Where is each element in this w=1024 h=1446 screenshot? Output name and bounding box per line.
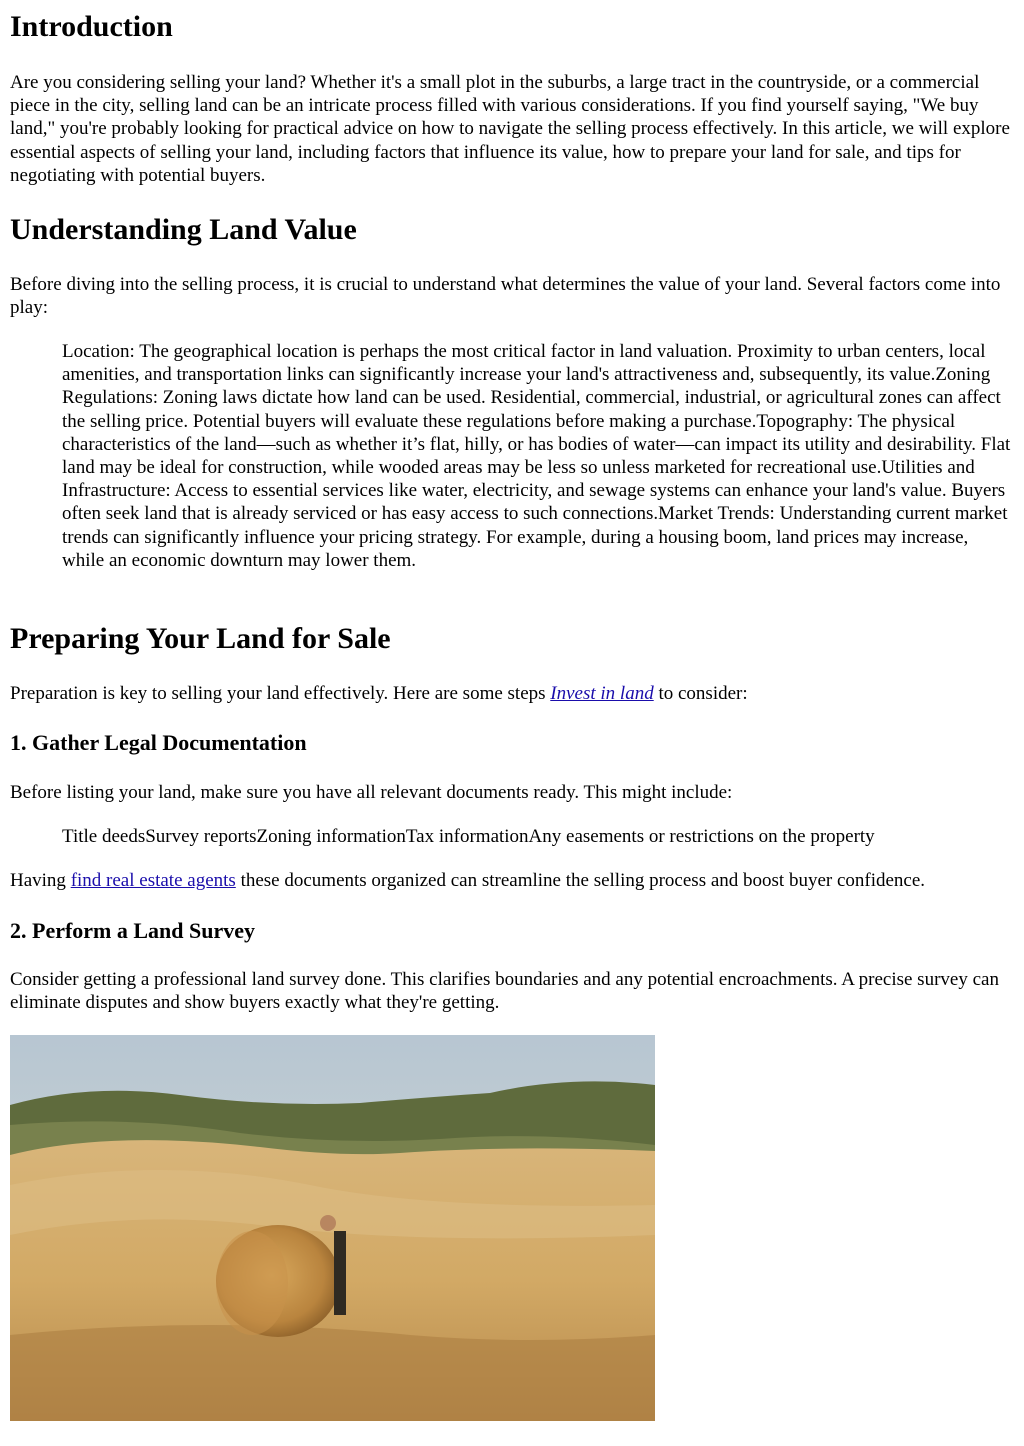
hay-bale-field-photo xyxy=(10,1035,655,1421)
having-text-before: Having xyxy=(10,870,71,891)
heading-preparing-your-land: Preparing Your Land for Sale xyxy=(10,622,391,655)
person xyxy=(334,1231,346,1315)
documents-list: Title deedsSurvey reportsZoning informationTax informationAny easements or restrictions on the property xyxy=(62,826,875,847)
having-text-after: these documents organized can streamline the selling process and boost buyer confidence. xyxy=(235,870,926,891)
person-head xyxy=(320,1215,336,1231)
heading-perform-land-survey: 2. Perform a Land Survey xyxy=(10,918,256,943)
having-paragraph xyxy=(10,869,1014,892)
invest-in-land-link[interactable]: Invest in land xyxy=(550,683,654,704)
documentation-paragraph: Before listing your land, make sure you have all relevant documents ready. This might include: xyxy=(10,782,733,803)
find-real-estate-agents-link[interactable]: find real estate agents xyxy=(70,870,236,891)
hay-bale-face xyxy=(216,1231,288,1335)
land-value-paragraph: Before diving into the selling process, it is crucial to understand what determines the value of your land. Several factors come into play: xyxy=(10,274,1001,319)
heading-introduction: Introduction xyxy=(10,10,173,43)
heading-understanding-land-value: Understanding Land Value xyxy=(10,213,357,246)
land-value-factors: Location: The geographical location is perhaps the most critical factor in land valuation. Proximity to urban centers, local amenities, and transportation links can significantly increase your land's attractiveness and, subsequently, its value.Zoning Regulations: Zoning laws dictate how land can be used. Residential, commercial, industrial, or agricultural zones can affect the selling price. Potential buyers will evaluate these regulations before making a purchase.Topography: The physical characteristics of the land—such as whether it’s flat, hilly, or has bodies of water—can impact its utility and desirability. Flat land may be ideal for construction, while wooded areas may be less so unless marketed for recreational use.Utilities and Infrastructure: Access to essential services like water, electricity, and sewage systems can enhance your land's value. Buyers often seek land that is already serviced or has easy access to such connections.Market Trends: Understanding current market trends can significantly influence your pricing strategy. For example, during a housing boom, land prices may increase, while an economic downturn may lower them. xyxy=(62,341,1011,571)
survey-paragraph: Consider getting a professional land survey done. This clarifies boundaries and any potential encroachments. A precise survey can eliminate disputes and show buyers exactly what they're getting. xyxy=(10,969,999,1014)
preparing-paragraph xyxy=(10,682,1014,705)
preparing-text-after: to consider: xyxy=(653,683,748,704)
preparing-text-before: Preparation is key to selling your land effectively. Here are some steps xyxy=(10,683,551,704)
intro-paragraph: Are you considering selling your land? Whether it's a small plot in the suburbs, a large tract in the countryside, or a commercial piece in the city, selling land can be an intricate process filled with various considerations. If you find yourself saying, "We buy land," you're probably looking for practical advice on how to navigate the selling process effectively. In this article, we will explore essential aspects of selling your land, including factors that influence its value, how to prepare your land for sale, and tips for negotiating with potential buyers. xyxy=(10,72,1010,186)
heading-gather-legal-documentation: 1. Gather Legal Documentation xyxy=(10,730,307,755)
